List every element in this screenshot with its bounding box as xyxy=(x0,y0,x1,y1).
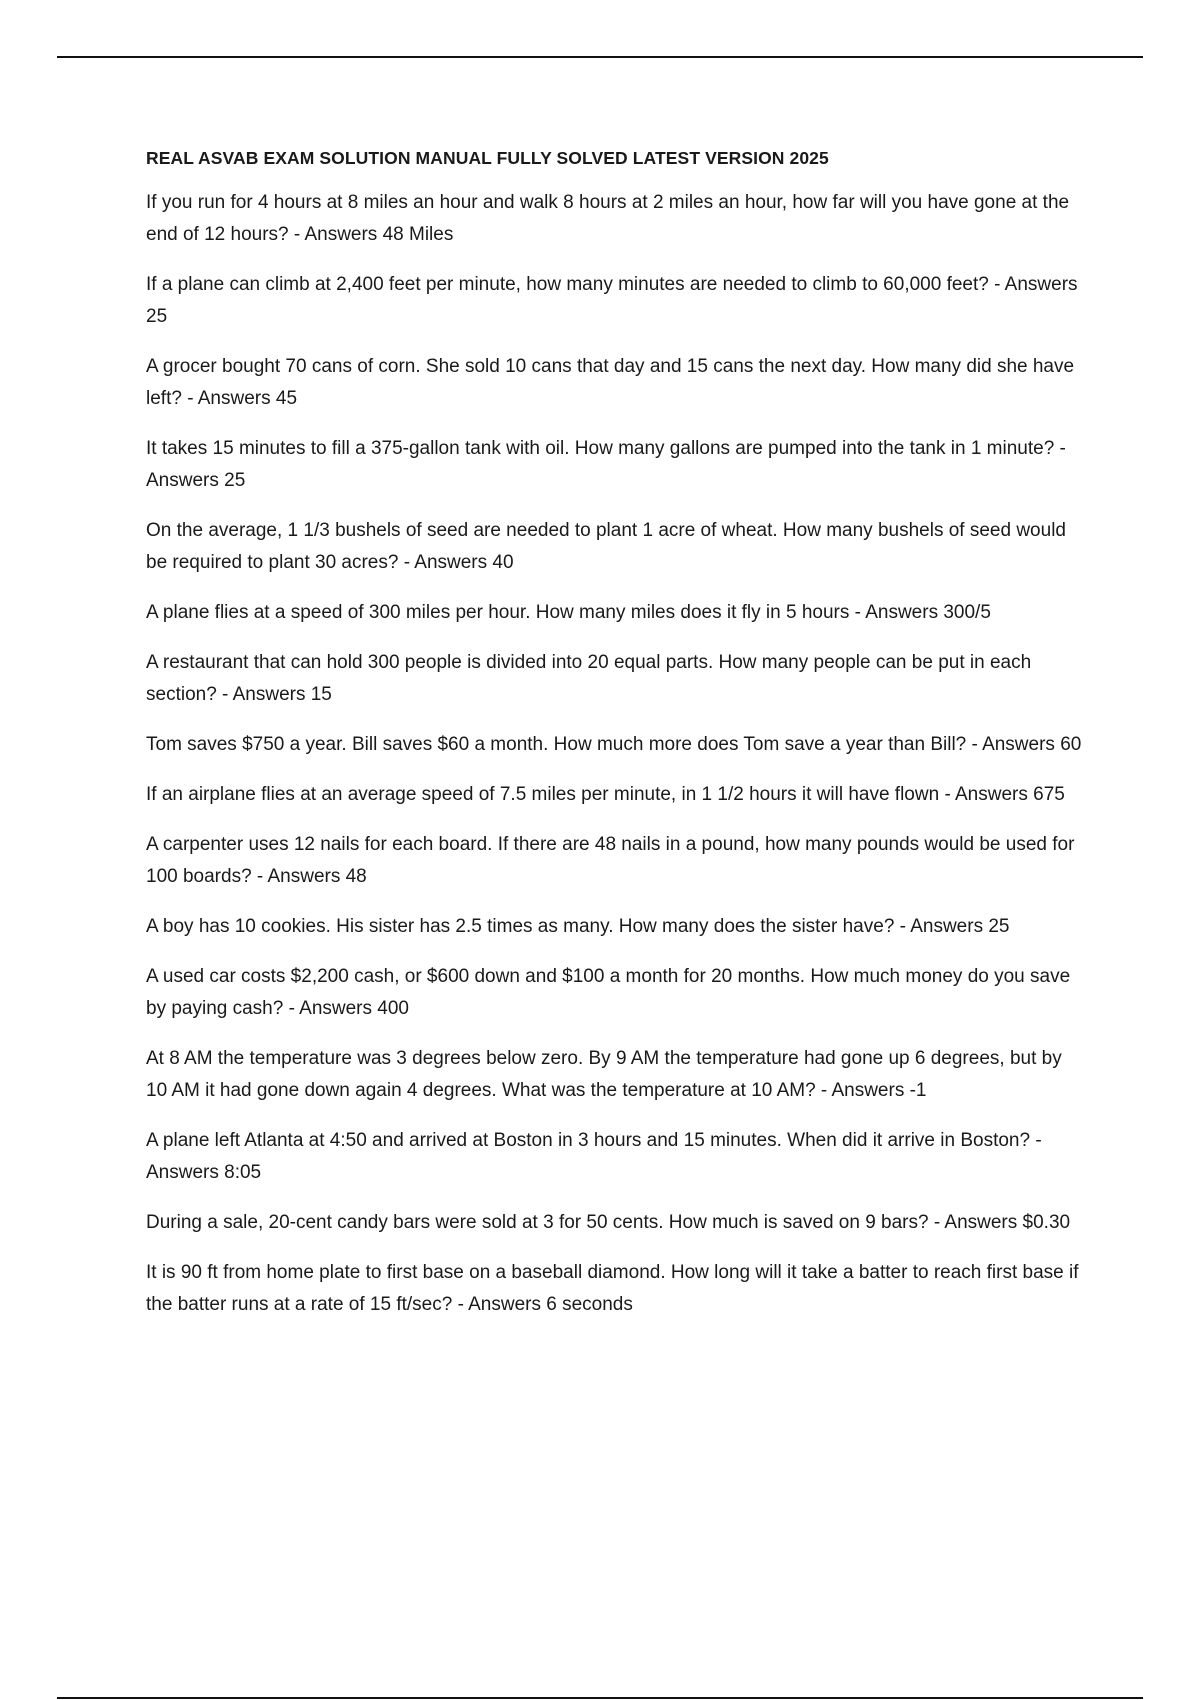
qa-item: At 8 AM the temperature was 3 degrees below zero. By 9 AM the temperature had gone up 6 degrees, but by 10 AM it had gone down again 4 degrees. What was the temperature at 10 AM? - Answers -1 xyxy=(146,1048,1062,1101)
qa-item: If you run for 4 hours at 8 miles an hour and walk 8 hours at 2 miles an hour, how far will you have gone at the end of 12 hours? - Answers 48 Miles xyxy=(146,192,1070,245)
qa-item: It takes 15 minutes to fill a 375-gallon tank with oil. How many gallons are pumped into the tank in 1 minute? - Answers 25 xyxy=(146,438,1066,491)
qa-item: On the average, 1 1/3 bushels of seed are needed to plant 1 acre of wheat. How many bushels of seed would be required to plant 30 acres? - Answers 40 xyxy=(146,520,1066,573)
document-title: REAL ASVAB EXAM SOLUTION MANUAL FULLY SOLVED LATEST VERSION 2025 xyxy=(146,148,829,168)
qa-item: If a plane can climb at 2,400 feet per minute, how many minutes are needed to climb to 60,000 feet? - Answers 25 xyxy=(146,274,1078,327)
qa-item: A restaurant that can hold 300 people is divided into 20 equal parts. How many people can be put in each section? - Answers 15 xyxy=(146,652,1032,705)
bottom-rule xyxy=(57,1697,1143,1699)
qa-item: A carpenter uses 12 nails for each board. If there are 48 nails in a pound, how many pounds would be used for 100 boards? - Answers 48 xyxy=(146,834,1075,887)
qa-item: A used car costs $2,200 cash, or $600 down and $100 a month for 20 months. How much money do you save by paying cash? - Answers 400 xyxy=(146,966,1071,1019)
top-rule xyxy=(57,56,1143,58)
document-body xyxy=(146,146,1086,1339)
qa-item: During a sale, 20-cent candy bars were sold at 3 for 50 cents. How much is saved on 9 bars? - Answers $0.30 xyxy=(146,1212,1071,1233)
qa-item: A boy has 10 cookies. His sister has 2.5 times as many. How many does the sister have? - Answers 25 xyxy=(146,916,1010,937)
qa-item: It is 90 ft from home plate to first base on a baseball diamond. How long will it take a batter to reach first base if the batter runs at a rate of 15 ft/sec? - Answers 6 seconds xyxy=(146,1262,1079,1315)
qa-item: If an airplane flies at an average speed of 7.5 miles per minute, in 1 1/2 hours it will have flown - Answers 675 xyxy=(146,784,1065,805)
qa-item: Tom saves $750 a year. Bill saves $60 a month. How much more does Tom save a year than Bill? - Answers 60 xyxy=(146,734,1082,755)
qa-list xyxy=(146,187,1086,1321)
qa-item: A grocer bought 70 cans of corn. She sold 10 cans that day and 15 cans the next day. How many did she have left? - Answers 45 xyxy=(146,356,1075,409)
qa-item: A plane flies at a speed of 300 miles per hour. How many miles does it fly in 5 hours - Answers 300/5 xyxy=(146,602,991,623)
qa-item: A plane left Atlanta at 4:50 and arrived at Boston in 3 hours and 15 minutes. When did it arrive in Boston? - Answers 8:05 xyxy=(146,1130,1042,1183)
